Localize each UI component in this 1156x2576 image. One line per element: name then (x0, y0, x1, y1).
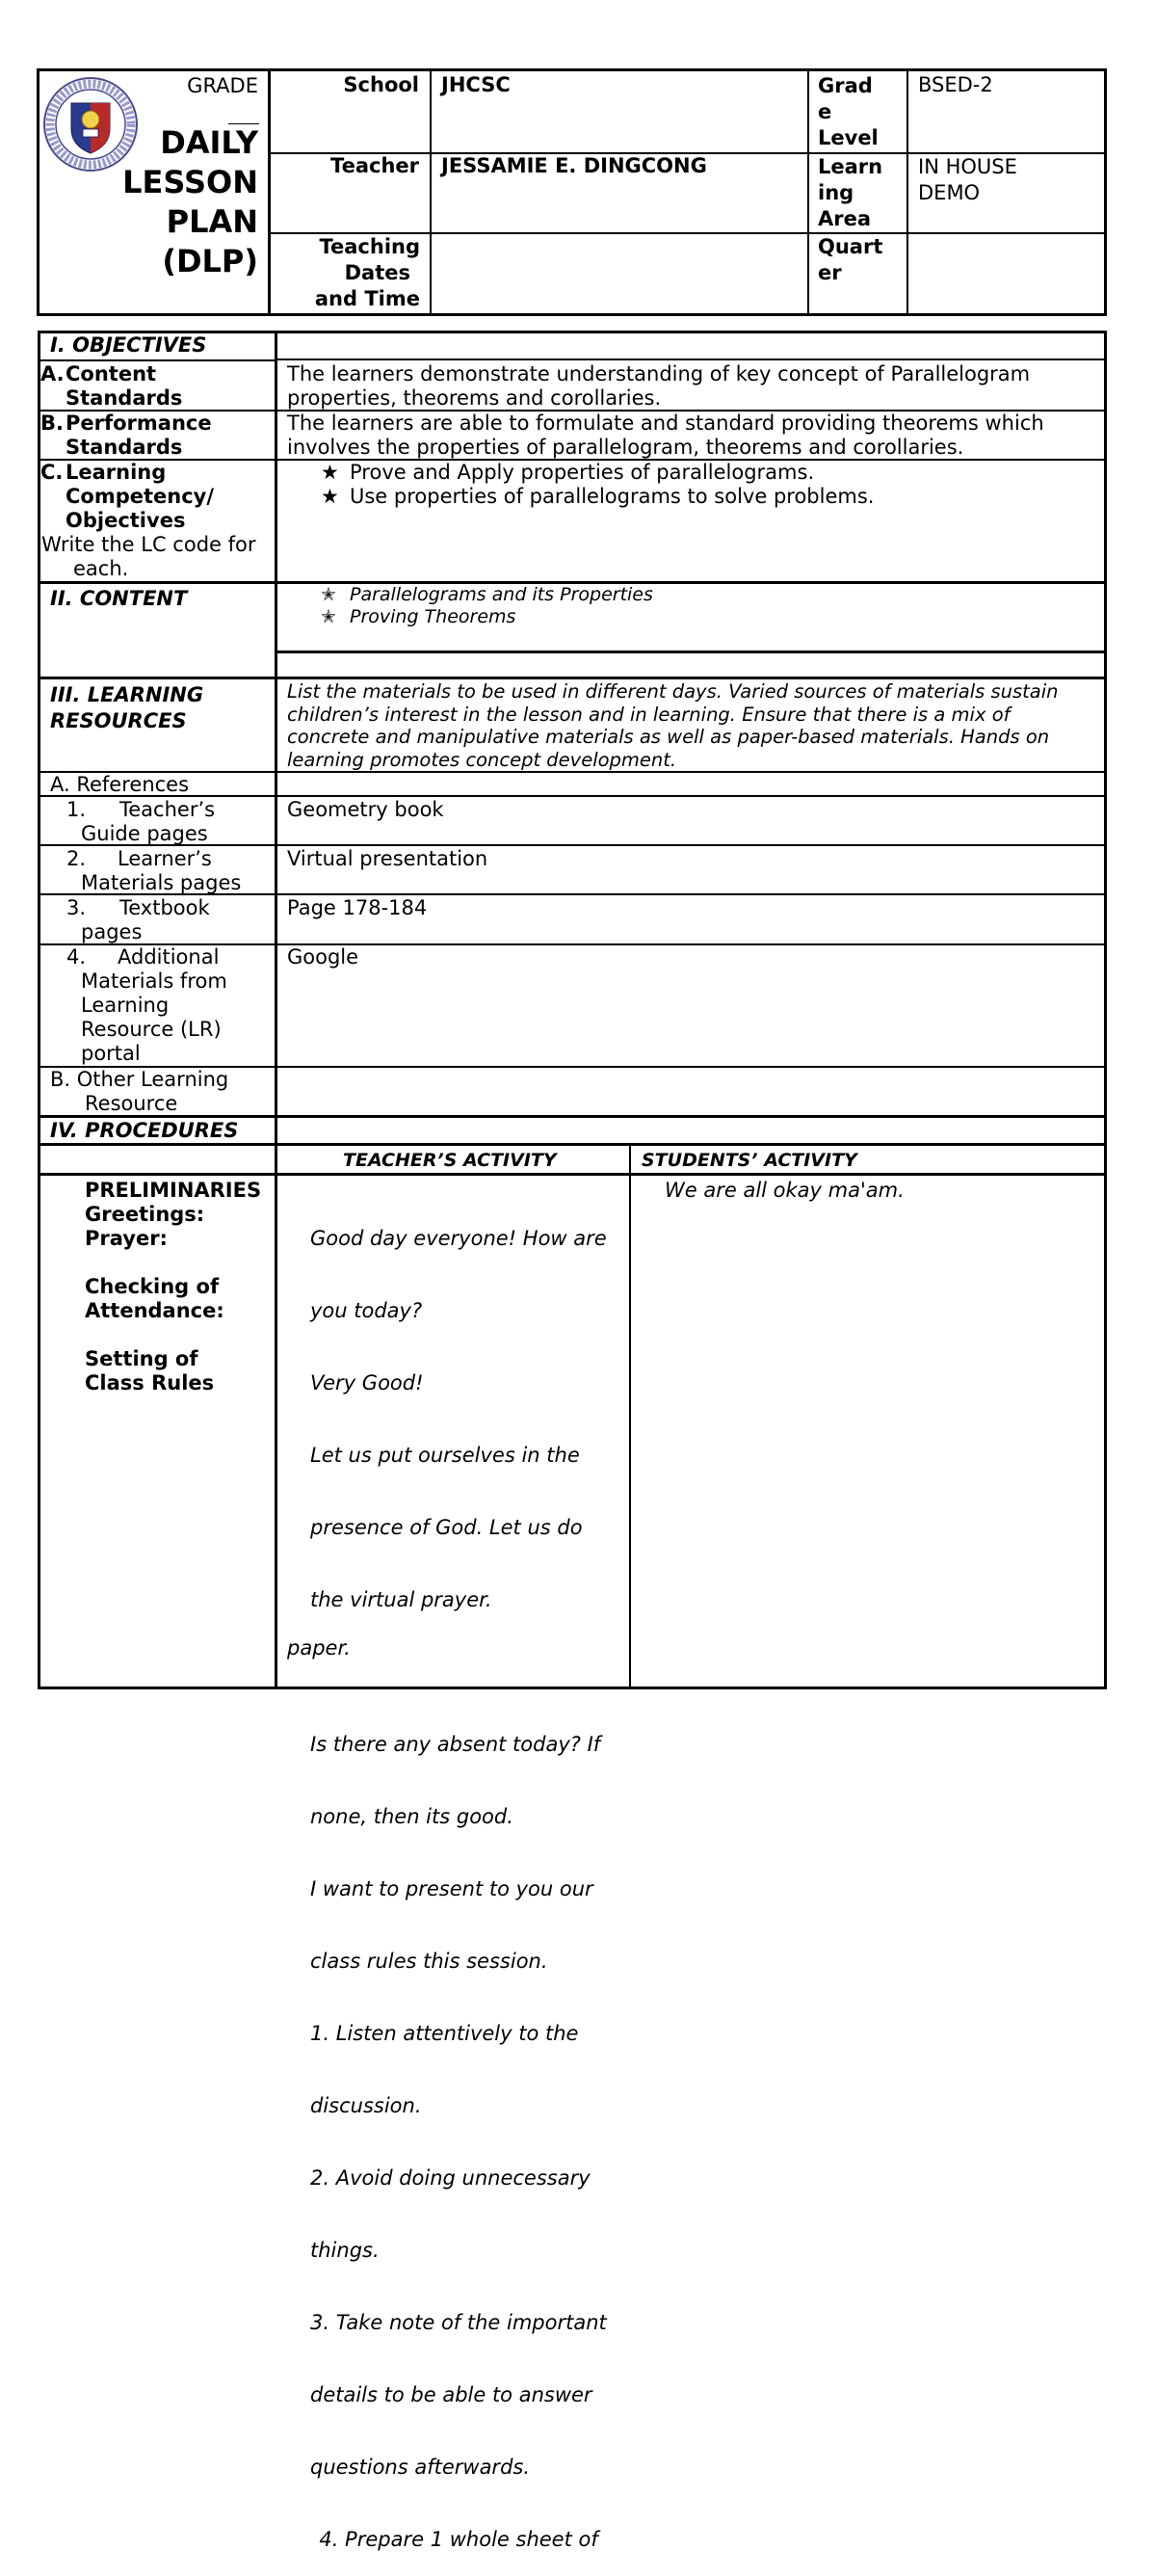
objectives-heading: I. OBJECTIVES (50, 333, 207, 357)
title-line-2: LESSON (122, 164, 258, 200)
content-list (321, 584, 653, 628)
performance-standards-label: Performance Standards (66, 412, 212, 459)
learning-area-value: IN HOUSE DEMO (918, 155, 1017, 204)
ref-3-label: Textbook pages (81, 896, 210, 943)
star-bullet-icon: ✭ (321, 606, 336, 627)
ref-1-value: Geometry book (287, 798, 444, 821)
content-standards-text: The learners demonstrate understanding of key concept of Parallelogram properties, theorems and corollaries. (287, 362, 1031, 410)
ref-1-label: Teacher’s Guide pages (81, 798, 216, 845)
ref-1-num: 1. (66, 798, 87, 821)
grade-level-value: BSED-2 (918, 73, 993, 96)
teacher-label: Teacher (330, 154, 419, 177)
star-bullet-icon: ★ (321, 461, 339, 484)
student-response: We are all okay ma'am. (665, 1179, 905, 1202)
star-bullet-icon: ★ (321, 485, 339, 508)
learning-area-label: Learn ing Area (818, 155, 883, 230)
preliminaries-labels: PRELIMINARIES Greetings: Prayer: Checking of Attendance: Setting of Class Rules (85, 1179, 262, 1394)
teacher-value: JESSAMIE E. DINGCONG (441, 154, 707, 177)
content-standards-letter: A. (40, 362, 65, 385)
procedures-heading: IV. PROCEDURES (50, 1119, 239, 1142)
list-item: ✭ Parallelograms and its Properties (321, 584, 653, 605)
dlp-title (39, 123, 258, 281)
title-line-1: DAILY (160, 124, 258, 161)
lc-code-note: Write the LC code for each. (41, 533, 256, 580)
ref-4-label: Additional Materials from Learning Resource (LR) portal (81, 945, 227, 1065)
performance-standards-letter: B. (40, 412, 64, 435)
ref-2-num: 2. (66, 847, 87, 870)
list-item: ★ Use properties of parallelograms to solve problems. (321, 485, 875, 508)
title-line-3: PLAN (166, 203, 258, 240)
other-resource-label: B. Other Learning Resource (50, 1068, 229, 1115)
content-standards-label: Content Standards (66, 362, 183, 410)
ref-2-value: Virtual presentation (287, 847, 488, 870)
teacher-activity-text: Good day everyone! How are you today? Very Good! Let us put ourselves in the presence of God. Let us do the virtual prayer. Is there any absent today? If none, then its good. I want to present to you our class rules this session. 1. Listen attentively to the discussion. 2. Avoid doing unnecessary things. 3. Take note of the important details to be able to answer questions afterwards. 4. Prepare 1 whole sheet of (306, 1227, 607, 2551)
ref-3-value: Page 178-184 (287, 896, 428, 919)
quarter-label: Quart er (818, 235, 883, 284)
content-heading: II. CONTENT (50, 587, 188, 610)
school-label: School (343, 73, 419, 96)
grade-level-label: Grad e Level (818, 74, 879, 149)
learning-competency-letter: C. (40, 461, 64, 484)
ref-3-num: 3. (66, 896, 87, 919)
grade-label: GRADE (187, 74, 258, 97)
title-line-4: (DLP) (162, 243, 258, 279)
teacher-activity-last-line: paper. (287, 1636, 351, 1660)
student-activity-header: STUDENTS’ ACTIVITY (642, 1150, 857, 1171)
competency-list (321, 461, 874, 509)
ref-2-label: Learner’s Materials pages (81, 847, 242, 894)
star-bullet-icon: ✭ (321, 584, 336, 605)
teacher-activity-header: TEACHER’S ACTIVITY (343, 1150, 557, 1171)
ref-4-num: 4. (66, 945, 87, 969)
resources-heading: III. LEARNING RESOURCES (50, 683, 204, 732)
ref-4-value: Google (287, 945, 359, 969)
performance-standards-text: The learners are able to formulate and standard providing theorems which involves the properties of parallelogram, theorems and corollaries. (287, 412, 1044, 459)
learning-competency-label: Learning Competency/ Objectives (66, 461, 215, 532)
school-value: JHCSC (441, 73, 511, 96)
teaching-dates-label: Teaching Dates and Time (314, 235, 420, 310)
resources-description: List the materials to be used in different days. Varied sources of materials sustain children’s interest in the lesson and in learning. Ensure that there is a mix of concrete and manipulative materials as well as paper-based materials. Hands on learning promotes concept development. (287, 680, 1059, 771)
list-item: ✭ Proving Theorems (321, 606, 516, 627)
references-label: A. References (50, 773, 190, 796)
list-item: ★ Prove and Apply properties of parallelograms. (321, 461, 815, 484)
